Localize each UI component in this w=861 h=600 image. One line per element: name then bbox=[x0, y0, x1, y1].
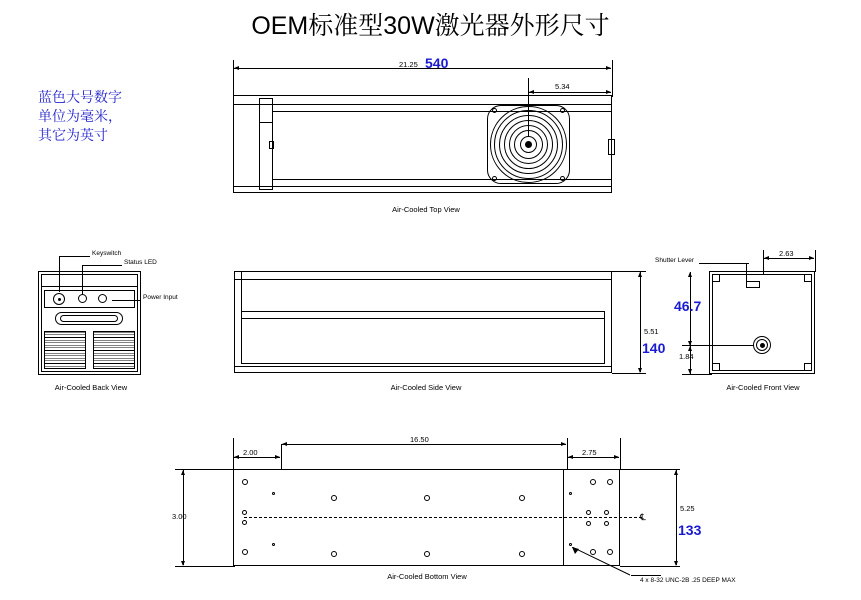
bottom-dim-vline-525 bbox=[676, 470, 677, 565]
mount-hole-t5 bbox=[590, 479, 596, 485]
status-led-label: Status LED bbox=[124, 259, 157, 266]
mount-hole-t4 bbox=[519, 495, 525, 501]
bottom-dim-arrow-275-l bbox=[568, 455, 573, 459]
front-dim-width-inch: 2.63 bbox=[779, 249, 794, 258]
bottom-dim-275: 2.75 bbox=[582, 448, 597, 457]
back-view-caption: Air-Cooled Back View bbox=[54, 383, 128, 392]
bottom-centerline bbox=[244, 517, 642, 518]
bottom-dim-ext-right-top bbox=[620, 469, 680, 470]
legend-line-3: 其它为英寸 bbox=[38, 127, 108, 143]
bottom-dim-line-275 bbox=[568, 457, 619, 458]
mount-hole-t1 bbox=[242, 479, 248, 485]
side-dim-height-inch: 5.51 bbox=[644, 327, 659, 336]
bottom-dim-arrow-525-d bbox=[674, 561, 678, 566]
thread-note-underline bbox=[631, 575, 661, 576]
bottom-dim-arrow-1650-l bbox=[282, 442, 287, 446]
top-dim-overall-mm: 540 bbox=[425, 55, 449, 71]
side-view-caption: Air-Cooled Side View bbox=[390, 383, 462, 392]
bottom-dim-133: 133 bbox=[678, 522, 702, 538]
mount-hole-r3 bbox=[604, 510, 609, 515]
mount-hole-r5 bbox=[569, 492, 572, 495]
mount-hole-b3 bbox=[424, 551, 430, 557]
top-view-caption: Air-Cooled Top View bbox=[392, 205, 460, 214]
thread-note-leader-svg bbox=[572, 547, 632, 577]
bottom-dim-ext-left-bot bbox=[175, 566, 235, 567]
mount-hole-r6 bbox=[569, 543, 572, 546]
shutter-lever-label: Shutter Lever bbox=[655, 257, 695, 264]
bottom-dim-arrow-1650-r bbox=[561, 442, 566, 446]
bottom-view-caption: Air-Cooled Bottom View bbox=[387, 572, 467, 581]
mount-hole-l2 bbox=[242, 520, 247, 525]
legend-line-2: 单位为毫米， bbox=[38, 108, 122, 124]
bottom-dim-arrow-300-u bbox=[181, 470, 185, 475]
mount-hole-l1 bbox=[242, 510, 247, 515]
bottom-dim-arrow-200-l bbox=[234, 455, 239, 459]
mount-hole-b2 bbox=[331, 551, 337, 557]
centerline-symbol: ℄ bbox=[640, 512, 646, 522]
front-dim-beam-mm: 46.7 bbox=[674, 298, 702, 314]
keyswitch-label: Keyswitch bbox=[92, 250, 122, 257]
front-dim-beam-inch: 1.84 bbox=[679, 352, 694, 361]
bottom-dim-arrow-275-r bbox=[614, 455, 619, 459]
bottom-dim-525: 5.25 bbox=[680, 504, 695, 513]
front-view-caption: Air-Cooled Front View bbox=[726, 383, 800, 392]
mount-hole-r4 bbox=[604, 521, 609, 526]
top-dim-overall-inch: 21.25 bbox=[399, 60, 418, 69]
mount-hole-t3 bbox=[424, 495, 430, 501]
mount-hole-b1 bbox=[242, 549, 248, 555]
mount-hole-r2 bbox=[586, 521, 591, 526]
mount-hole-l3 bbox=[272, 492, 275, 495]
bottom-dim-arrow-525-u bbox=[674, 470, 678, 475]
mount-hole-b4 bbox=[519, 551, 525, 557]
thread-note-label: 4 x 8-32 UNC-2B .25 DEEP MAX bbox=[640, 577, 736, 584]
mount-hole-t6 bbox=[607, 479, 613, 485]
bottom-dim-arrow-200-r bbox=[275, 455, 280, 459]
mount-hole-r1 bbox=[586, 510, 591, 515]
bottom-dim-200: 2.00 bbox=[243, 448, 258, 457]
side-dim-height-mm: 140 bbox=[642, 340, 666, 356]
thread-note-leader bbox=[572, 547, 632, 577]
mount-hole-t2 bbox=[331, 495, 337, 501]
bottom-dim-line-1650 bbox=[282, 444, 566, 445]
bottom-dim-300: 3.00 bbox=[172, 512, 187, 521]
bottom-dim-ext-4 bbox=[620, 438, 621, 470]
legend-line-1: 蓝色大号数字 bbox=[38, 89, 122, 105]
bottom-dim-ext-2 bbox=[281, 444, 282, 470]
power-input-label: Power Input bbox=[143, 294, 178, 301]
fan-dim-value: 5.34 bbox=[555, 82, 570, 91]
bottom-dim-arrow-300-d bbox=[181, 561, 185, 566]
bottom-dim-line-200 bbox=[234, 457, 280, 458]
bottom-dim-1650: 16.50 bbox=[410, 435, 429, 444]
mount-hole-l4 bbox=[272, 543, 275, 546]
page-title: OEM标准型30W激光器外形尺寸 bbox=[251, 12, 610, 40]
